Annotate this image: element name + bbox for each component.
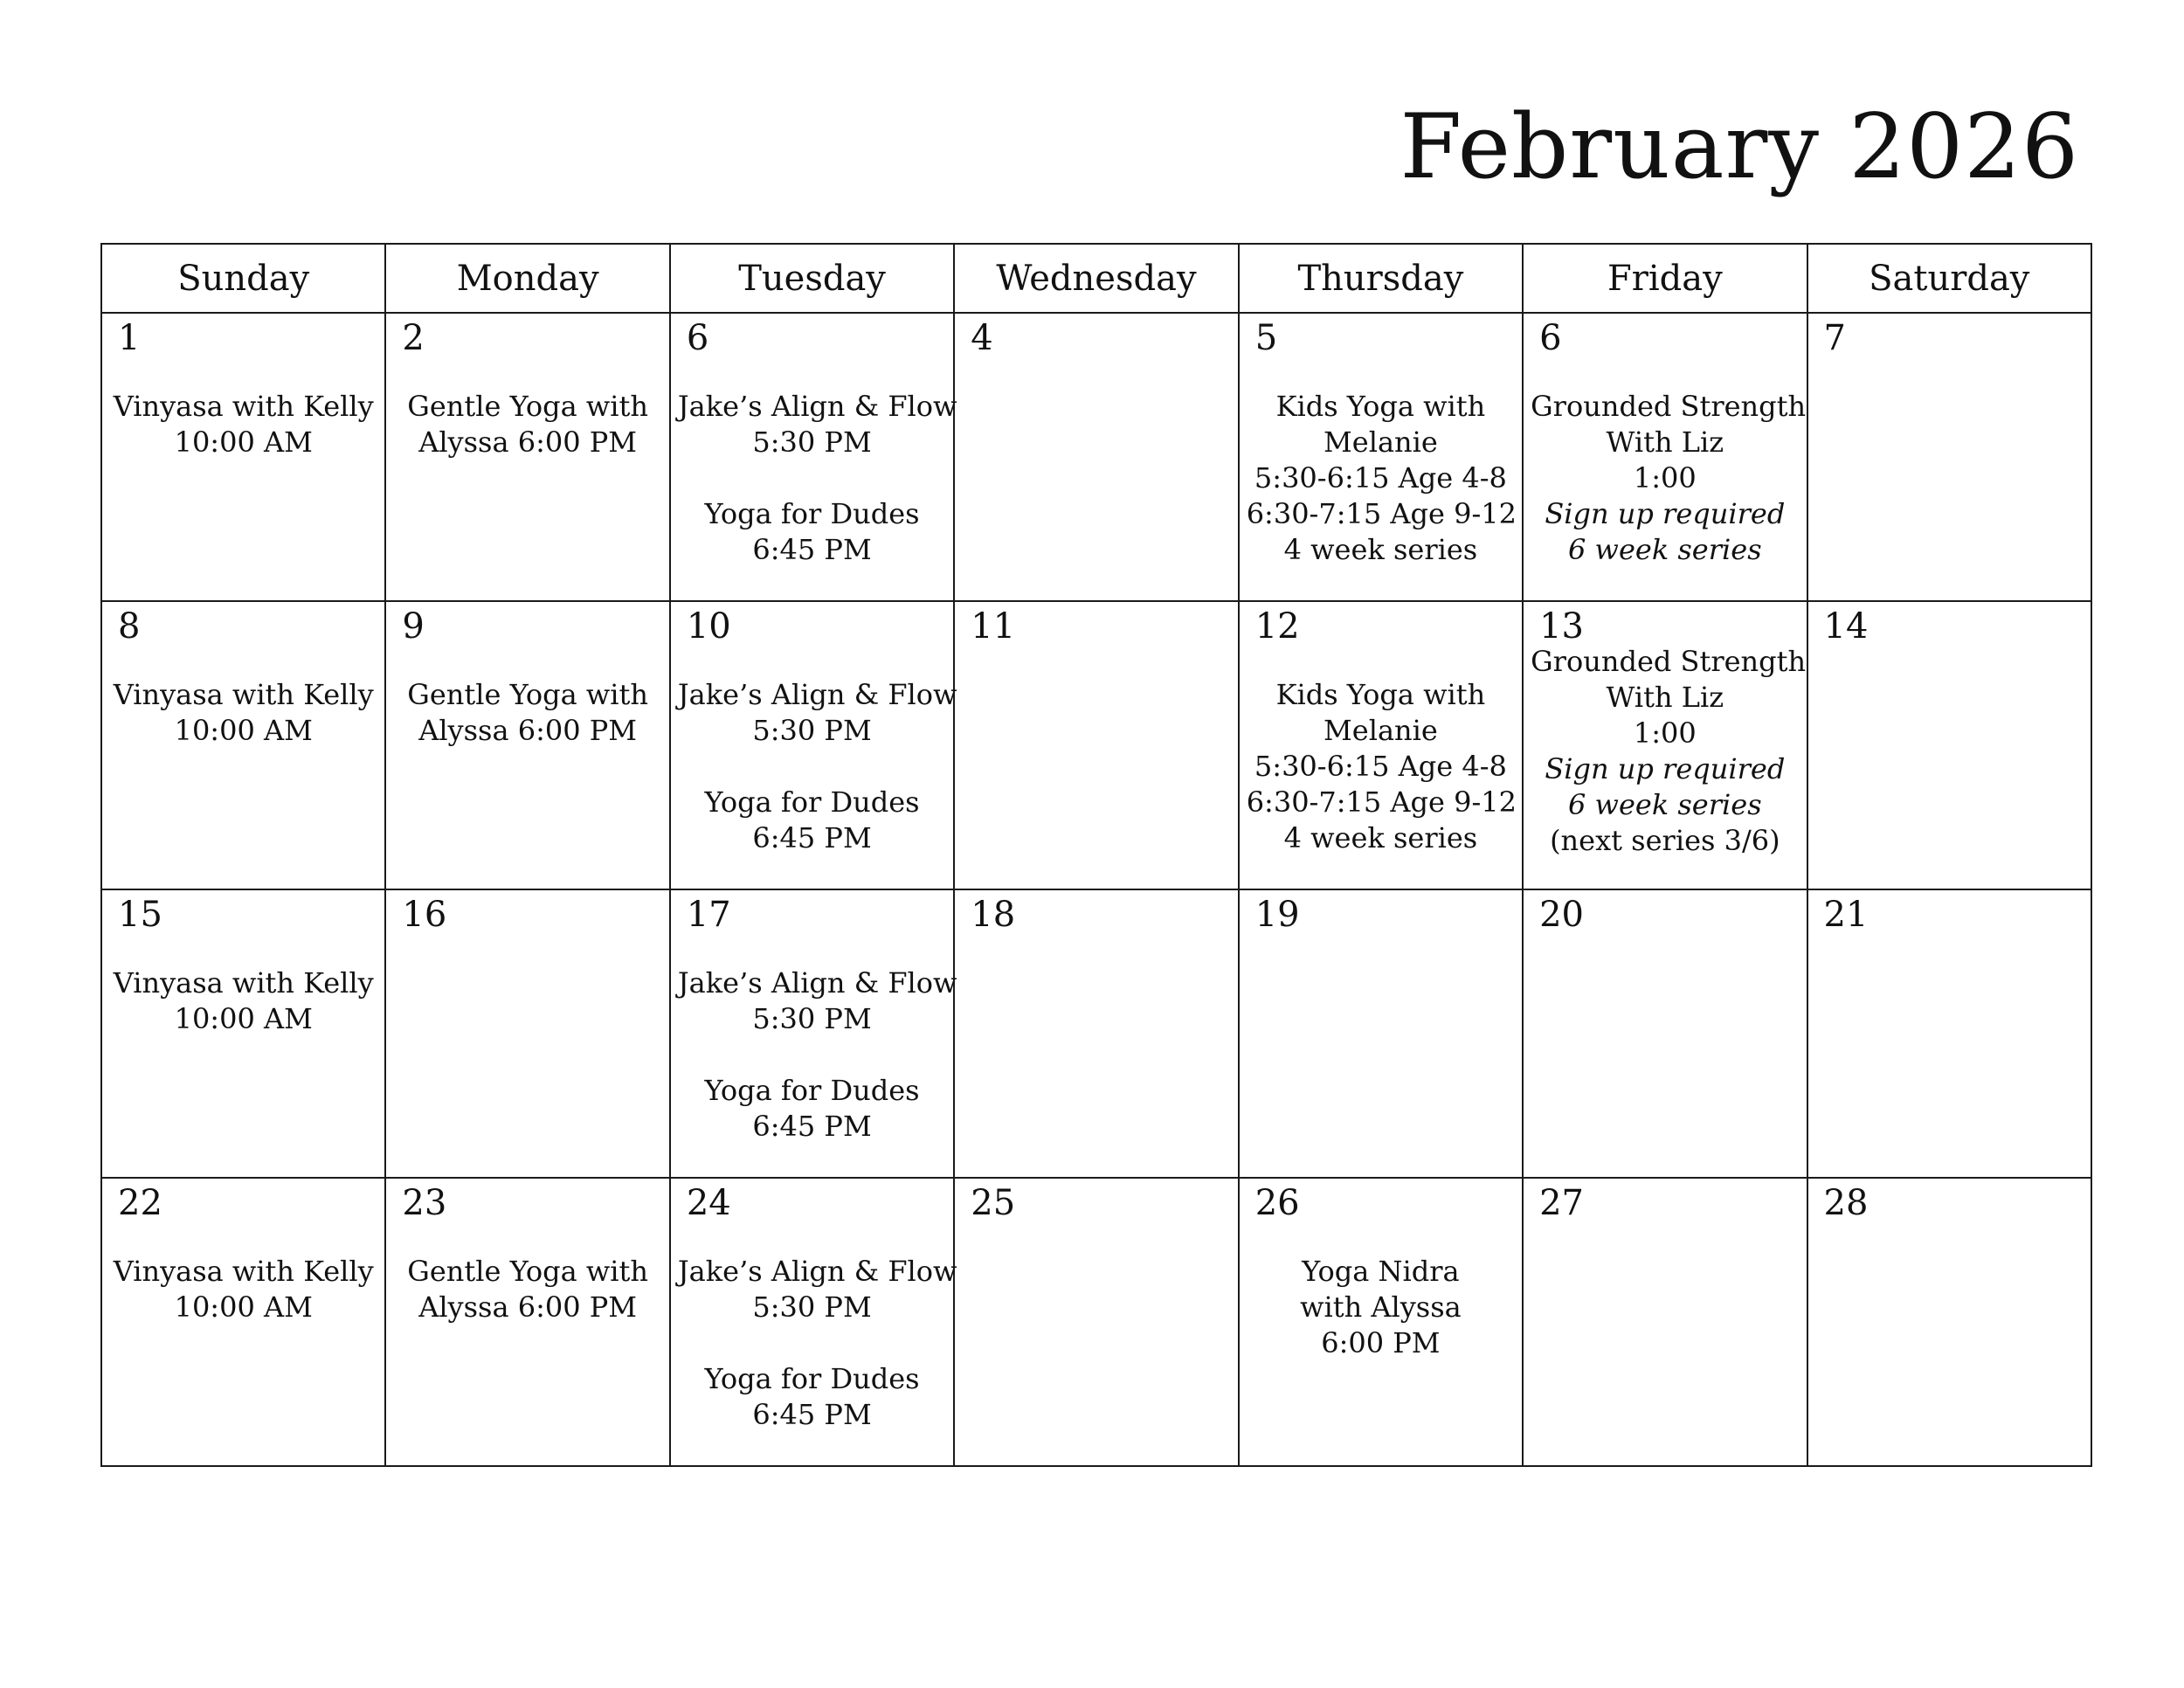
day-cell [670, 313, 957, 601]
day-number: 20 [1539, 895, 1585, 935]
event-line: Gentle Yoga with [407, 1255, 648, 1288]
event-line: Melanie [1324, 425, 1438, 459]
event-line: Gentle Yoga with [407, 390, 648, 423]
event-line: Vinyasa with Kelly [113, 390, 374, 423]
event-line: 6:45 PM [752, 1398, 872, 1431]
event-line: 1:00 [1633, 716, 1697, 750]
calendar-grid [100, 243, 2092, 1467]
event-line: Yoga for Dudes [704, 497, 920, 530]
day-cell [101, 601, 385, 889]
event-line: Melanie [1324, 714, 1438, 747]
event-line: Sign up required [1545, 752, 1786, 785]
day-cell [670, 601, 957, 889]
day-cell-content [671, 314, 957, 600]
weekday-header-wednesday: Wednesday [954, 244, 1238, 313]
event-line: 5:30 PM [752, 714, 872, 747]
event-list [1240, 1221, 1522, 1361]
event-list [1240, 356, 1522, 568]
day-number: 14 [1823, 606, 1869, 647]
day-cell [1239, 1178, 1523, 1466]
event-line: 10:00 AM [174, 1002, 313, 1035]
day-cell-content [386, 1179, 668, 1465]
class-event [1247, 389, 1515, 568]
event-line: Kids Yoga with [1275, 390, 1486, 423]
day-cell-content [386, 602, 668, 889]
day-cell-content [1808, 890, 2091, 1177]
day-cell [385, 889, 669, 1178]
event-list [386, 1221, 668, 1325]
event-line: Kids Yoga with [1275, 678, 1486, 711]
event-line: 5:30 PM [752, 1002, 872, 1035]
day-cell-content [1240, 314, 1522, 600]
day-number: 27 [1539, 1183, 1585, 1223]
day-number: 28 [1823, 1183, 1869, 1223]
event-line: Jake’s Align & Flow [677, 678, 957, 711]
class-event [109, 677, 377, 749]
weekday-header-tuesday: Tuesday [670, 244, 954, 313]
class-event [109, 1254, 377, 1325]
day-number: 17 [686, 895, 731, 935]
day-cell [101, 1178, 385, 1466]
day-cell-content [1524, 890, 1806, 1177]
event-line: 4 week series [1283, 821, 1478, 854]
class-event [677, 389, 957, 460]
class-event [1247, 677, 1515, 856]
event-line: Vinyasa with Kelly [113, 966, 374, 1000]
event-line: Alyssa 6:00 PM [418, 425, 638, 459]
event-line: 10:00 AM [174, 714, 313, 747]
day-number: 2 [402, 318, 425, 358]
event-line: With Liz [1606, 681, 1724, 714]
event-list [671, 1221, 957, 1433]
event-line: 6:45 PM [752, 821, 872, 854]
event-line: Grounded Strength [1531, 645, 1807, 678]
day-cell-content [671, 602, 957, 889]
day-cell [385, 313, 669, 601]
day-cell [954, 601, 1238, 889]
day-number: 18 [971, 895, 1016, 935]
event-line: Jake’s Align & Flow [677, 966, 957, 1000]
class-event [678, 1361, 946, 1433]
event-line: Vinyasa with Kelly [113, 1255, 374, 1288]
event-line: 6:30-7:15 Age 9-12 [1246, 785, 1517, 819]
day-cell [1523, 889, 1807, 1178]
day-cell-content [671, 890, 957, 1177]
day-cell [1807, 313, 2091, 601]
day-cell-content [102, 314, 384, 600]
class-event [677, 677, 957, 749]
event-line: 10:00 AM [174, 1290, 313, 1324]
event-line: 6:00 PM [1321, 1326, 1441, 1359]
weekday-header-saturday: Saturday [1807, 244, 2091, 313]
day-cell-content [102, 602, 384, 889]
week-row [101, 1178, 2091, 1466]
day-number: 19 [1254, 895, 1300, 935]
event-line: 5:30-6:15 Age 4-8 [1254, 461, 1507, 495]
event-line: Yoga for Dudes [704, 785, 920, 819]
day-cell [1807, 601, 2091, 889]
weekday-header-thursday: Thursday [1239, 244, 1523, 313]
class-event [677, 965, 957, 1037]
day-cell [1523, 313, 1807, 601]
event-line: With Liz [1606, 425, 1724, 459]
event-line: 6:30-7:15 Age 9-12 [1246, 497, 1517, 530]
week-row [101, 889, 2091, 1178]
class-event [393, 1254, 661, 1325]
day-cell [1523, 1178, 1807, 1466]
event-list [1524, 644, 1806, 859]
day-cell-content [955, 1179, 1237, 1465]
day-cell [385, 1178, 669, 1466]
day-cell [954, 1178, 1238, 1466]
day-cell [954, 313, 1238, 601]
weekday-header-sunday: Sunday [101, 244, 385, 313]
event-line: 5:30 PM [752, 425, 872, 459]
day-number: 11 [971, 606, 1016, 647]
day-cell-content [1808, 1179, 2091, 1465]
class-event [109, 965, 377, 1037]
day-cell [1239, 313, 1523, 601]
day-number: 10 [686, 606, 731, 647]
day-cell-content [1808, 602, 2091, 889]
day-number: 12 [1254, 606, 1300, 647]
event-line: 6 week series [1568, 788, 1762, 821]
day-cell-content [102, 890, 384, 1177]
event-list [102, 644, 384, 749]
event-list [102, 356, 384, 460]
day-cell [1239, 889, 1523, 1178]
class-event [393, 677, 661, 749]
event-list [671, 932, 957, 1145]
class-event [678, 496, 946, 568]
event-list [671, 644, 957, 856]
event-line: Yoga Nidra [1302, 1255, 1460, 1288]
event-line: Grounded Strength [1531, 390, 1807, 423]
day-number: 1 [118, 318, 141, 358]
day-cell-content [955, 890, 1237, 1177]
day-cell-content [1808, 314, 2091, 600]
event-line: 10:00 AM [174, 425, 313, 459]
day-number: 5 [1254, 318, 1278, 358]
event-line: Sign up required [1545, 497, 1786, 530]
day-cell-content [386, 890, 668, 1177]
day-cell [385, 601, 669, 889]
day-number: 6 [1539, 318, 1562, 358]
day-number: 23 [402, 1183, 447, 1223]
event-line: 6:45 PM [752, 533, 872, 566]
day-cell-content [1524, 602, 1806, 889]
day-cell [1239, 601, 1523, 889]
day-number: 9 [402, 606, 425, 647]
event-line: 5:30-6:15 Age 4-8 [1254, 750, 1507, 783]
event-line: Alyssa 6:00 PM [418, 1290, 638, 1324]
event-line: 6:45 PM [752, 1110, 872, 1143]
weekday-header-monday: Monday [385, 244, 669, 313]
weekday-header-friday: Friday [1523, 244, 1807, 313]
day-number: 6 [686, 318, 709, 358]
event-line: 4 week series [1283, 533, 1478, 566]
event-line: 6 week series [1568, 533, 1762, 566]
event-line: 1:00 [1633, 461, 1697, 495]
weekday-header-row [101, 244, 2091, 313]
calendar-body [101, 313, 2091, 1466]
day-number: 13 [1539, 606, 1585, 647]
event-line: Yoga for Dudes [704, 1362, 920, 1395]
day-number: 25 [971, 1183, 1016, 1223]
event-list [671, 356, 957, 568]
day-number: 4 [971, 318, 993, 358]
class-event [1531, 389, 1807, 568]
day-cell [954, 889, 1238, 1178]
day-number: 26 [1254, 1183, 1300, 1223]
calendar-title: February 2026 [1400, 95, 2079, 199]
day-cell-content [1524, 314, 1806, 600]
class-event [109, 389, 377, 460]
day-cell-content [955, 602, 1237, 889]
event-line: Yoga for Dudes [704, 1074, 920, 1107]
day-cell [101, 889, 385, 1178]
event-line: 5:30 PM [752, 1290, 872, 1324]
day-cell [670, 889, 957, 1178]
day-cell-content [671, 1179, 957, 1465]
day-cell-content [386, 314, 668, 600]
day-number: 24 [686, 1183, 731, 1223]
day-cell [670, 1178, 957, 1466]
day-number: 15 [118, 895, 162, 935]
class-event [678, 1073, 946, 1145]
day-number: 22 [118, 1183, 162, 1223]
day-cell [101, 313, 385, 601]
event-list [102, 1221, 384, 1325]
day-cell-content [1240, 602, 1522, 889]
week-row [101, 601, 2091, 889]
event-list [386, 644, 668, 749]
class-event [1247, 1254, 1515, 1361]
day-number: 16 [402, 895, 447, 935]
day-cell-content [1240, 1179, 1522, 1465]
day-number: 8 [118, 606, 141, 647]
class-event [1531, 644, 1807, 859]
event-line: Jake’s Align & Flow [677, 390, 957, 423]
day-cell [1523, 601, 1807, 889]
event-list [386, 356, 668, 460]
class-event [677, 1254, 957, 1325]
day-number: 7 [1823, 318, 1846, 358]
day-cell [1807, 1178, 2091, 1466]
event-line: with Alyssa [1300, 1290, 1462, 1324]
event-list [1240, 644, 1522, 856]
day-cell [1807, 889, 2091, 1178]
event-line: Vinyasa with Kelly [113, 678, 374, 711]
event-line: (next series 3/6) [1550, 824, 1780, 857]
event-line: Gentle Yoga with [407, 678, 648, 711]
week-row [101, 313, 2091, 601]
class-event [393, 389, 661, 460]
day-cell-content [1240, 890, 1522, 1177]
day-cell-content [102, 1179, 384, 1465]
day-number: 21 [1823, 895, 1869, 935]
day-cell-content [955, 314, 1237, 600]
event-list [102, 932, 384, 1037]
day-cell-content [1524, 1179, 1806, 1465]
event-line: Jake’s Align & Flow [677, 1255, 957, 1288]
event-line: Alyssa 6:00 PM [418, 714, 638, 747]
event-list [1524, 356, 1806, 568]
class-event [678, 785, 946, 856]
